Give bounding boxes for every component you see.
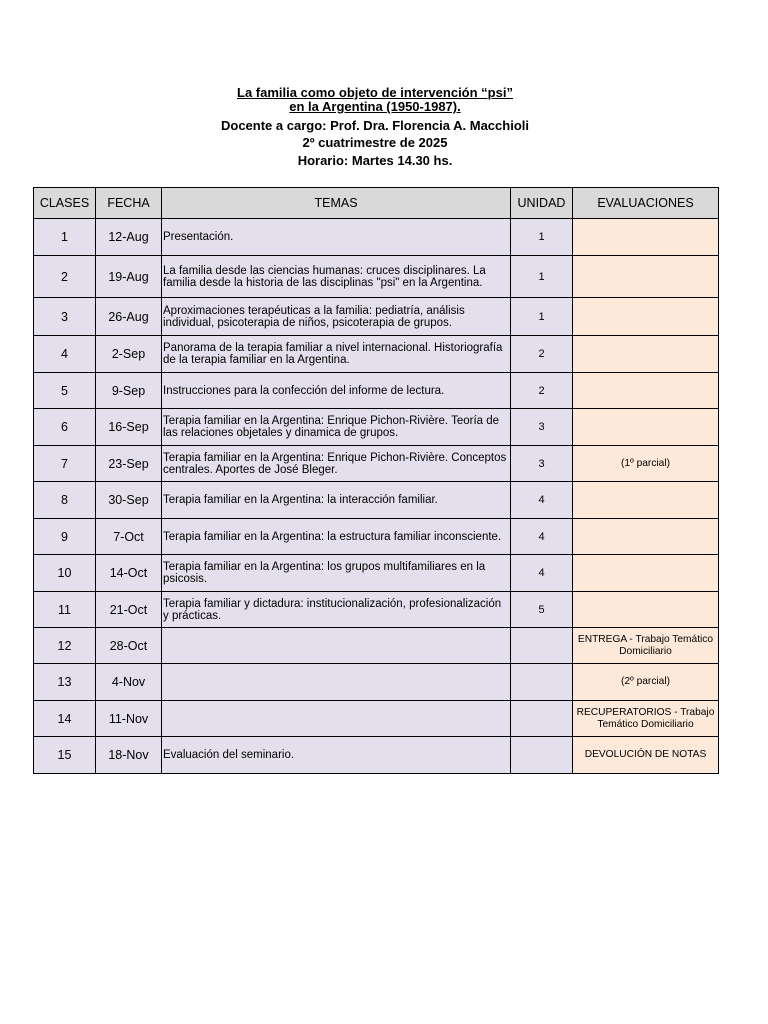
clase-cell: 10	[34, 555, 96, 592]
unidad-cell	[511, 701, 573, 737]
evaluacion-cell	[573, 592, 719, 628]
evaluacion-cell: DEVOLUCIÓN DE NOTAS	[573, 737, 719, 774]
clase-cell: 4	[34, 336, 96, 373]
fecha-cell: 26-Aug	[96, 298, 162, 336]
clase-cell: 15	[34, 737, 96, 774]
table-row	[34, 446, 719, 482]
fecha-cell: 23-Sep	[96, 446, 162, 482]
document-title-line-2: en la Argentina (1950-1987).	[289, 99, 461, 114]
unidad-cell: 2	[511, 336, 573, 373]
unidad-cell	[511, 737, 573, 774]
evaluacion-cell: (1º parcial)	[573, 446, 719, 482]
unidad-cell: 1	[511, 219, 573, 256]
evaluacion-cell: ENTREGA - Trabajo Temático Domiciliario	[573, 628, 719, 664]
table-row	[34, 701, 719, 737]
table-row	[34, 737, 719, 774]
tema-cell: Aproximaciones terapéuticas a la familia: pediatría, análisis individual, psicoterapia de niños, psicoterapia de grupos.	[162, 298, 511, 336]
table-row	[34, 592, 719, 628]
table-row	[34, 373, 719, 409]
fecha-cell: 7-Oct	[96, 519, 162, 555]
clase-cell: 13	[34, 664, 96, 701]
tema-cell	[162, 701, 511, 737]
table-row	[34, 628, 719, 664]
column-header-unidad: UNIDAD	[511, 188, 573, 219]
unidad-cell: 4	[511, 519, 573, 555]
tema-cell: La familia desde las ciencias humanas: cruces disciplinares. La familia desde la historia de las disciplinas "psi" en la Argentina.	[162, 256, 511, 298]
clase-cell: 1	[34, 219, 96, 256]
evaluacion-cell	[573, 219, 719, 256]
fecha-cell: 14-Oct	[96, 555, 162, 592]
tema-cell	[162, 628, 511, 664]
column-header-clases: CLASES	[34, 188, 96, 219]
clase-cell: 12	[34, 628, 96, 664]
evaluacion-cell: (2º parcial)	[573, 664, 719, 701]
clase-cell: 9	[34, 519, 96, 555]
tema-cell: Terapia familiar en la Argentina: Enrique Pichon-Rivière. Conceptos centrales. Aportes de José Bleger.	[162, 446, 511, 482]
table-row	[34, 664, 719, 701]
tema-cell	[162, 664, 511, 701]
table-row	[34, 336, 719, 373]
unidad-cell	[511, 664, 573, 701]
fecha-cell: 28-Oct	[96, 628, 162, 664]
evaluacion-cell	[573, 555, 719, 592]
unidad-cell	[511, 628, 573, 664]
evaluacion-cell	[573, 298, 719, 336]
table-row	[34, 409, 719, 446]
tema-cell: Terapia familiar y dictadura: institucionalización, profesionalización y prácticas.	[162, 592, 511, 628]
evaluacion-cell	[573, 256, 719, 298]
table-header-row	[34, 188, 719, 219]
clase-cell: 8	[34, 482, 96, 519]
column-header-evaluaciones: EVALUACIONES	[573, 188, 719, 219]
column-header-fecha: FECHA	[96, 188, 162, 219]
fecha-cell: 19-Aug	[96, 256, 162, 298]
evaluacion-cell: RECUPERATORIOS - Trabajo Temático Domiciliario	[573, 701, 719, 737]
horario-line: Horario: Martes 14.30 hs.	[297, 153, 453, 168]
unidad-cell: 4	[511, 555, 573, 592]
cuatrimestre-line: 2º cuatrimestre de 2025	[302, 135, 448, 150]
tema-cell: Evaluación del seminario.	[162, 737, 511, 774]
evaluacion-cell	[573, 373, 719, 409]
table-row	[34, 298, 719, 336]
unidad-cell: 2	[511, 373, 573, 409]
evaluacion-cell	[573, 409, 719, 446]
clase-cell: 3	[34, 298, 96, 336]
table-row	[34, 219, 719, 256]
tema-cell: Presentación.	[162, 219, 511, 256]
clase-cell: 2	[34, 256, 96, 298]
evaluacion-cell	[573, 482, 719, 519]
unidad-cell: 3	[511, 409, 573, 446]
tema-cell: Panorama de la terapia familiar a nivel internacional. Historiografía de la terapia familiar en la Argentina.	[162, 336, 511, 373]
fecha-cell: 11-Nov	[96, 701, 162, 737]
clase-cell: 11	[34, 592, 96, 628]
tema-cell: Terapia familiar en la Argentina: Enrique Pichon-Rivière. Teoría de las relaciones objetales y dinamica de grupos.	[162, 409, 511, 446]
evaluacion-cell	[573, 336, 719, 373]
table-row	[34, 555, 719, 592]
fecha-cell: 2-Sep	[96, 336, 162, 373]
schedule-table	[33, 187, 719, 774]
fecha-cell: 16-Sep	[96, 409, 162, 446]
evaluacion-cell	[573, 519, 719, 555]
unidad-cell: 1	[511, 298, 573, 336]
table-row	[34, 256, 719, 298]
unidad-cell: 5	[511, 592, 573, 628]
column-header-temas: TEMAS	[162, 188, 511, 219]
fecha-cell: 12-Aug	[96, 219, 162, 256]
tema-cell: Terapia familiar en la Argentina: la estructura familiar inconsciente.	[162, 519, 511, 555]
fecha-cell: 18-Nov	[96, 737, 162, 774]
fecha-cell: 21-Oct	[96, 592, 162, 628]
table-row	[34, 519, 719, 555]
unidad-cell: 1	[511, 256, 573, 298]
unidad-cell: 3	[511, 446, 573, 482]
clase-cell: 14	[34, 701, 96, 737]
tema-cell: Terapia familiar en la Argentina: los grupos multifamiliares en la psicosis.	[162, 555, 511, 592]
unidad-cell: 4	[511, 482, 573, 519]
document-title-line-1: La familia como objeto de intervención “psi”	[237, 85, 513, 100]
fecha-cell: 4-Nov	[96, 664, 162, 701]
fecha-cell: 30-Sep	[96, 482, 162, 519]
tema-cell: Terapia familiar en la Argentina: la interacción familiar.	[162, 482, 511, 519]
clase-cell: 5	[34, 373, 96, 409]
table-row	[34, 482, 719, 519]
clase-cell: 6	[34, 409, 96, 446]
docente-line: Docente a cargo: Prof. Dra. Florencia A. Macchioli	[221, 118, 529, 133]
tema-cell: Instrucciones para la confección del informe de lectura.	[162, 373, 511, 409]
clase-cell: 7	[34, 446, 96, 482]
fecha-cell: 9-Sep	[96, 373, 162, 409]
